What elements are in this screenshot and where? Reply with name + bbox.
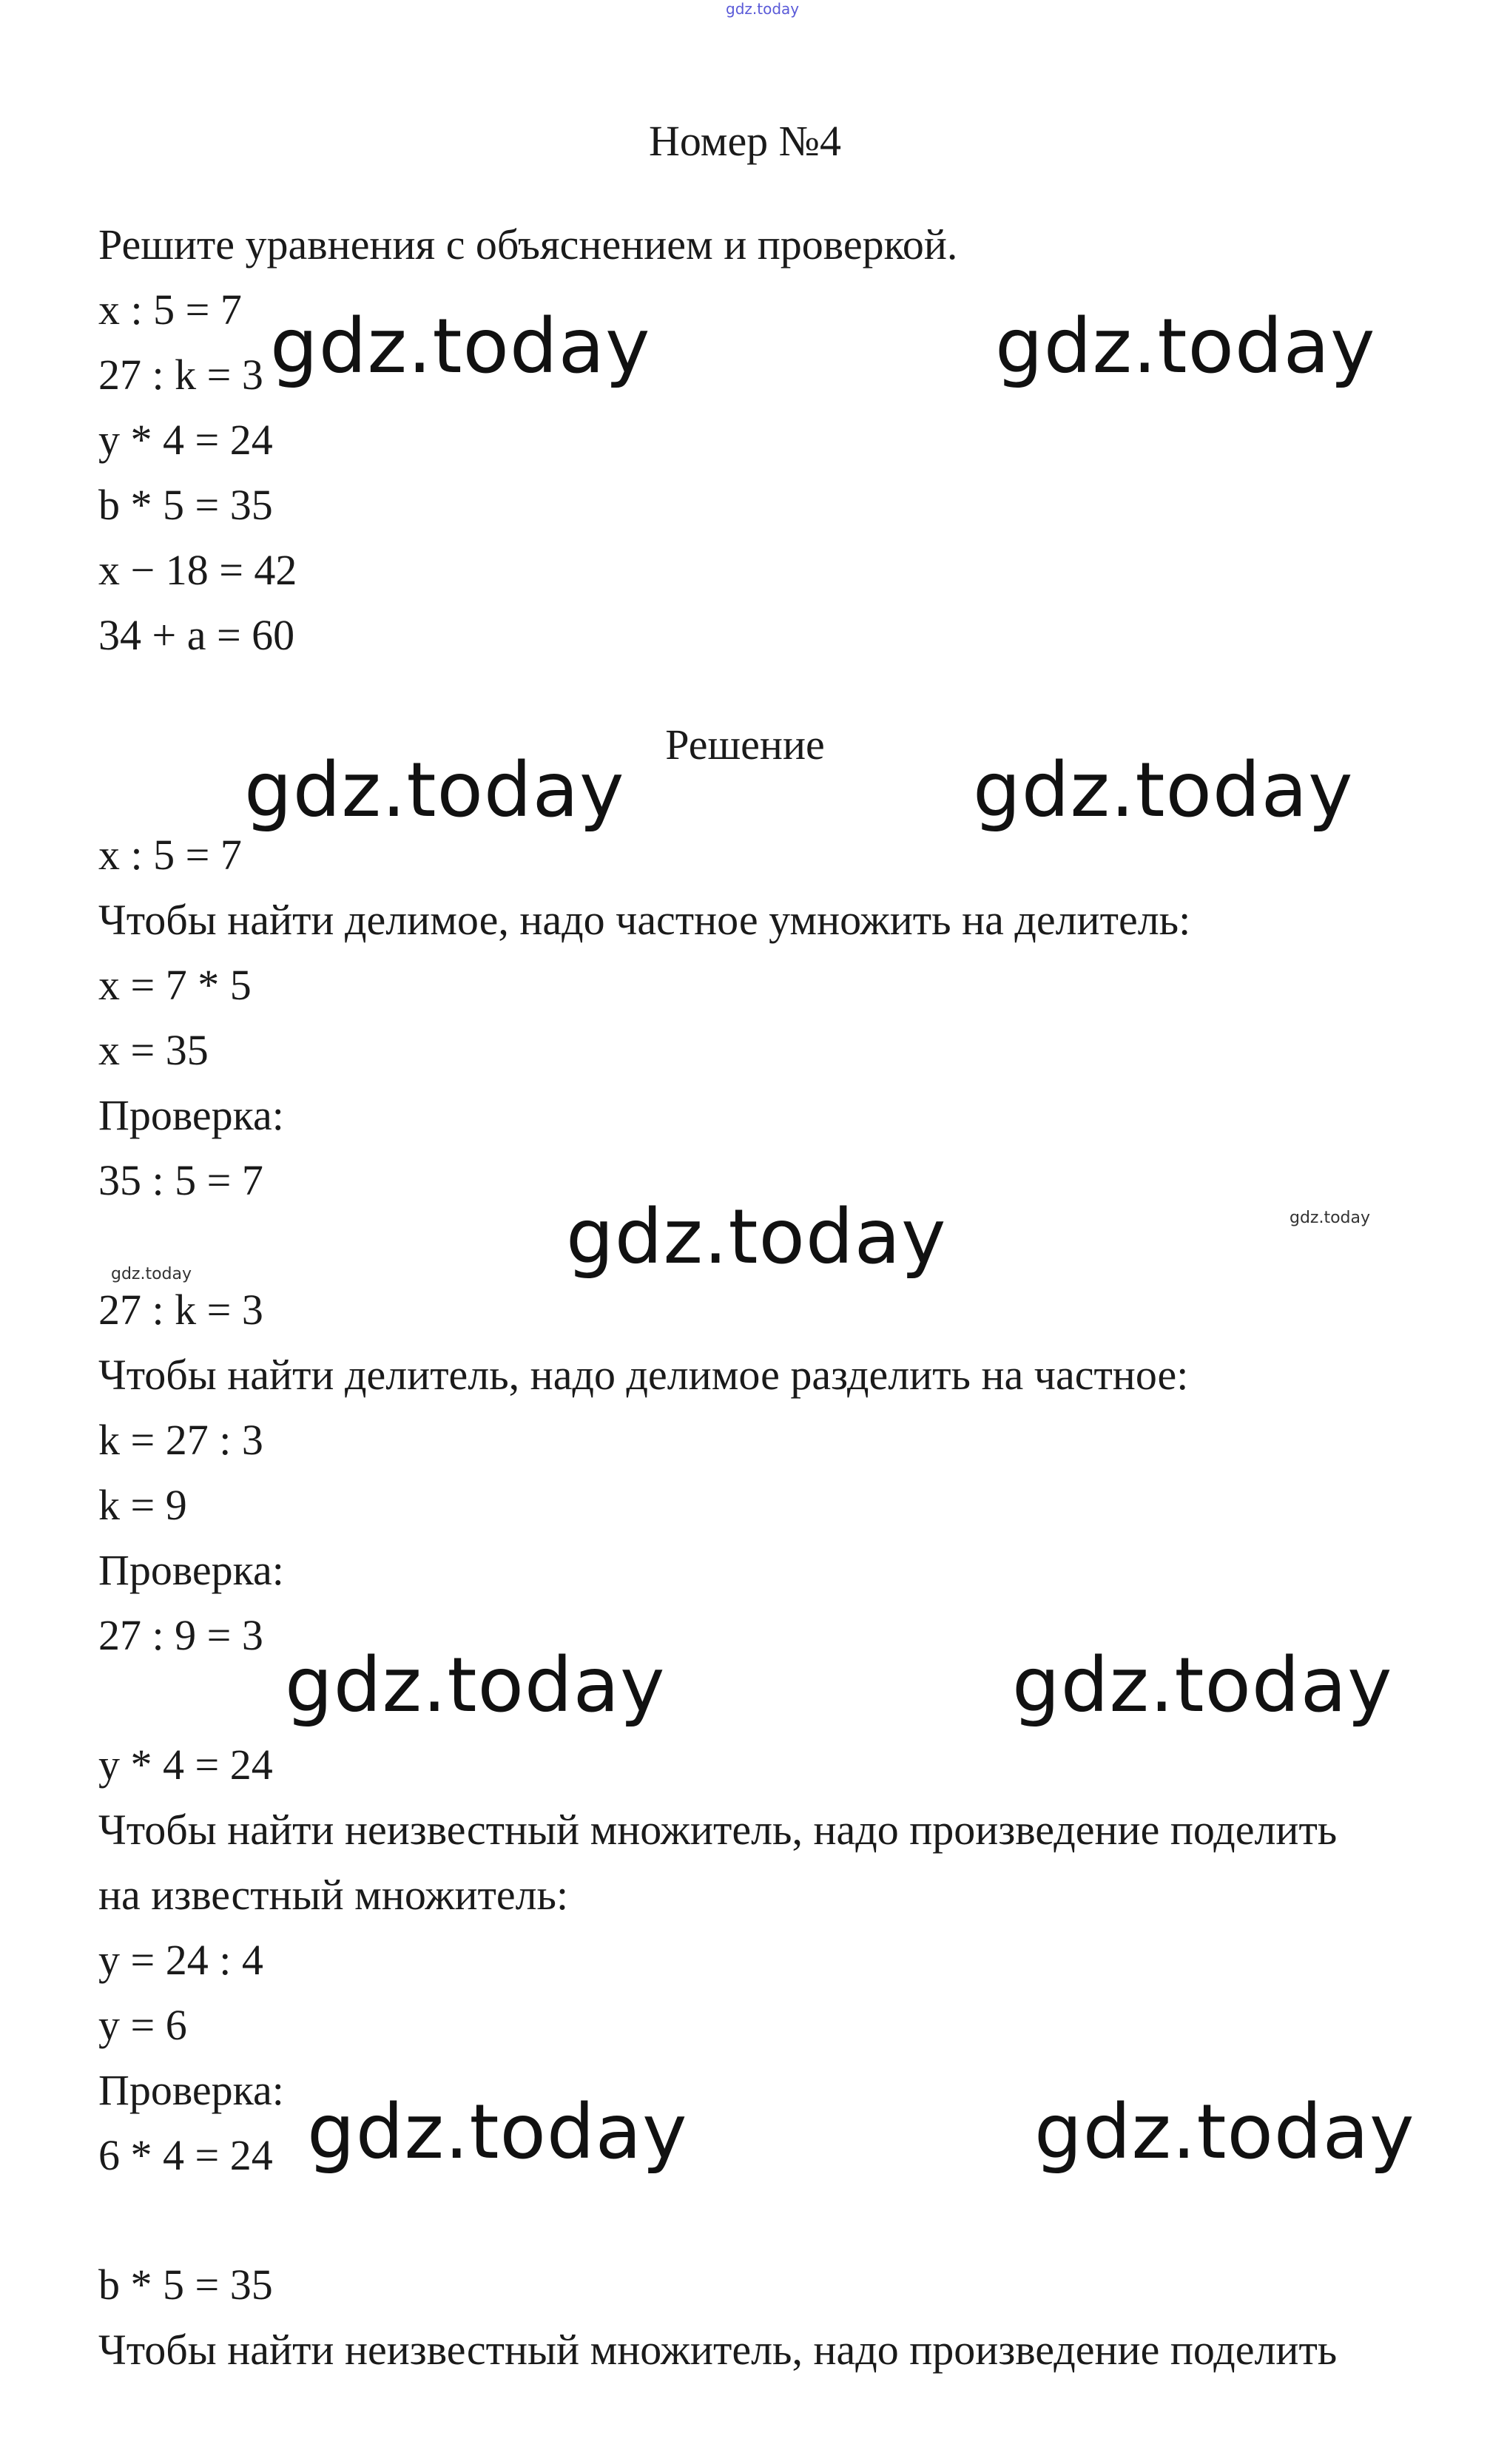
watermark: gdz.today (307, 2088, 688, 2176)
task-equation-1: x : 5 = 7 (98, 286, 242, 334)
task-equation-4: b * 5 = 35 (98, 481, 273, 529)
solution-1-step-2: x = 35 (98, 1026, 209, 1074)
solution-2-step-1: k = 27 : 3 (98, 1416, 263, 1464)
solution-3-step-2: y = 6 (98, 2001, 187, 2049)
task-instruction: Решите уравнения с объяснением и проверкой. (98, 220, 958, 269)
solution-2-equation: 27 : k = 3 (98, 1286, 263, 1334)
solution-4-rule-line-1: Чтобы найти неизвестный множитель, надо произведение поделить (98, 2326, 1338, 2374)
solution-1-step-1: x = 7 * 5 (98, 961, 252, 1009)
solution-2-check: 27 : 9 = 3 (98, 1611, 263, 1659)
task-equation-5: x − 18 = 42 (98, 546, 297, 594)
task-equation-6: 34 + a = 60 (98, 611, 295, 659)
watermark: gdz.today (270, 303, 651, 391)
solution-3-step-1: y = 24 : 4 (98, 1936, 263, 1984)
solution-2-step-2: k = 9 (98, 1481, 187, 1529)
watermark: gdz.today (973, 746, 1354, 834)
top-site-mark: gdz.today (726, 0, 800, 18)
watermark: gdz.today (244, 746, 625, 834)
solution-4-equation: b * 5 = 35 (98, 2261, 273, 2309)
watermark: gdz.today (285, 1641, 666, 1729)
watermark: gdz.today (1012, 1641, 1393, 1729)
watermark: gdz.today (995, 303, 1376, 391)
solution-3-check: 6 * 4 = 24 (98, 2131, 273, 2179)
solution-1-equation: x : 5 = 7 (98, 831, 242, 879)
task-equation-3: y * 4 = 24 (98, 416, 273, 464)
solution-2-check-label: Проверка: (98, 1546, 284, 1594)
task-equation-2: 27 : k = 3 (98, 351, 263, 399)
solution-1-check-label: Проверка: (98, 1091, 284, 1139)
solution-3-rule-line-2: на известный множитель: (98, 1871, 569, 1919)
watermark: gdz.today (1034, 2088, 1415, 2176)
watermark: gdz.today (566, 1193, 947, 1281)
solution-1-rule: Чтобы найти делимое, надо частное умножить на делитель: (98, 896, 1191, 944)
task-title: Номер №4 (648, 117, 842, 165)
watermark-small: gdz.today (1290, 1209, 1371, 1227)
solution-3-equation: y * 4 = 24 (98, 1741, 273, 1789)
solution-heading: Решение (665, 720, 825, 769)
solution-1-check: 35 : 5 = 7 (98, 1156, 263, 1204)
solution-2-rule: Чтобы найти делитель, надо делимое разделить на частное: (98, 1351, 1189, 1399)
solution-3-check-label: Проверка: (98, 2066, 284, 2114)
solution-3-rule-line-1: Чтобы найти неизвестный множитель, надо произведение поделить (98, 1806, 1338, 1854)
watermark-small: gdz.today (111, 1265, 192, 1283)
